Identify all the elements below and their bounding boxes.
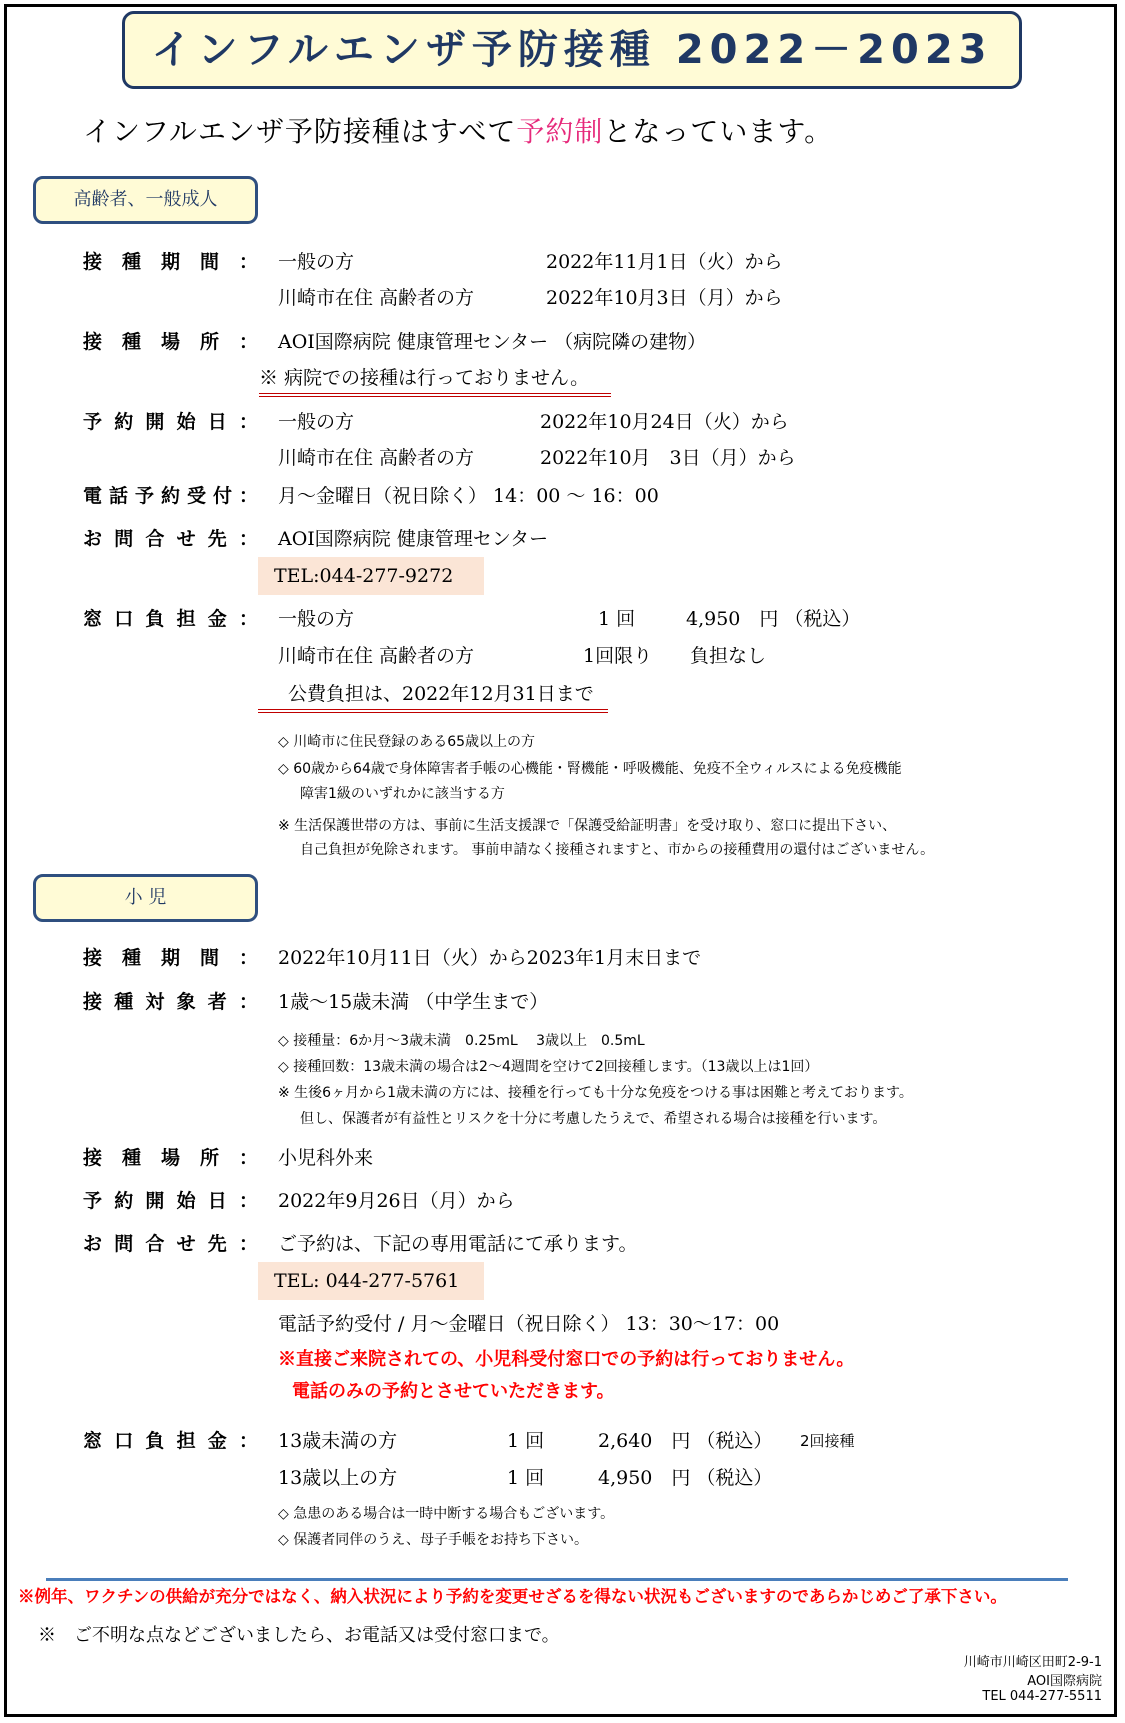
adult-period-senior-who: 川崎市在住 高齢者の方 xyxy=(278,287,475,309)
child-note-1: ◇ 接種量：6か月～3歳未満 0.25mL 3歳以上 0.5mL xyxy=(278,1033,645,1049)
child-fee-label: 窓口負担金： xyxy=(83,1430,258,1452)
child-place-label: 接種場所： xyxy=(83,1147,258,1169)
child-start-label: 予約開始日： xyxy=(83,1190,258,1212)
intro-text xyxy=(83,110,833,150)
child-note-2: ◇ 接種回数：13歳未満の場合は2～4週間を空けて2回接種します。（13歳以上は1回） xyxy=(278,1059,819,1075)
adult-period-senior-date: 2022年10月3日（月）から xyxy=(546,287,783,309)
supply-warning: ※例年、ワクチンの供給が充分ではなく、納入状況により予約を変更せざるを得ない状況もございますのであらかじめご了承下さい。 xyxy=(18,1587,1007,1606)
inquiry-note: ※ ご不明な点などございましたら、お電話又は受付窓口まで。 xyxy=(38,1625,560,1646)
adult-period-general-who: 一般の方 xyxy=(278,251,355,273)
child-note-3: ※ 生後6ヶ月から1歳未満の方には、接種を行っても十分な免疫をつける事は困難と考えております。 xyxy=(278,1085,913,1101)
child-contact: ご予約は、下記の専用電話にて承ります。 xyxy=(278,1233,638,1255)
intro-highlight: 予約制 xyxy=(516,115,604,148)
child-start: 2022年9月26日（月）から xyxy=(278,1190,515,1212)
child-fee1-amount: 2,640 円 （税込） xyxy=(598,1430,773,1452)
adult-place: AOI国際病院 健康管理センター （病院隣の建物） xyxy=(278,331,707,353)
child-target: 1歳～15歳未満 （中学生まで） xyxy=(278,991,549,1013)
address-line: 川崎市川崎区田町2-9-1 xyxy=(963,1655,1102,1670)
adult-fee2-amount: 負担なし xyxy=(690,645,767,667)
child-note2-1: ◇ 急患のある場合は一時中断する場合もございます。 xyxy=(278,1506,615,1522)
adult-fee2-times: 1回限り xyxy=(583,645,653,667)
adult-start-senior-who: 川崎市在住 高齢者の方 xyxy=(278,447,475,469)
adult-fee1-times: 1 回 xyxy=(598,608,636,630)
adult-start-senior-date: 2022年10月 3日（月）から xyxy=(540,447,796,469)
child-fee1-extra: 2回接種 xyxy=(800,1432,855,1450)
child-warning-1: ※直接ご来院されての、小児科受付窓口での予約は行っておりません。 xyxy=(278,1349,855,1370)
section-heading-child: 小 児 xyxy=(33,874,258,922)
adult-start-general-who: 一般の方 xyxy=(278,411,355,433)
adult-public-fund: 公費負担は、2022年12月31日まで xyxy=(258,682,608,713)
adult-period-general-date: 2022年11月1日（火）から xyxy=(546,251,783,273)
adult-place-note: ※ 病院での接種は行っておりません。 xyxy=(259,366,611,397)
intro-pre: インフルエンザ予防接種はすべて xyxy=(83,115,517,148)
adult-note-2: ◇ 60歳から64歳で身体障害者手帳の心機能・腎機能・呼吸機能、免疫不全ウィルスによる免疫機能 xyxy=(278,761,902,777)
child-fee1-times: 1 回 xyxy=(507,1430,545,1452)
adult-fee1-amount: 4,950 円 （税込） xyxy=(686,608,861,630)
adult-start-general-date: 2022年10月24日（火）から xyxy=(540,411,789,433)
adult-note-3b: 自己負担が免除されます。 事前申請なく接種されますと、市からの接種費用の還付はございません。 xyxy=(300,842,935,858)
adult-contact-label: お問合せ先： xyxy=(83,528,258,550)
adult-tel: TEL:044-277-9272 xyxy=(258,557,484,595)
adult-phone-label: 電話予約受付： xyxy=(83,485,258,507)
page-title: インフルエンザ予防接種 2022－2023 xyxy=(122,11,1022,89)
child-fee1-who: 13歳未満の方 xyxy=(278,1430,398,1452)
adult-note-2b: 障害1級のいずれかに該当する方 xyxy=(300,786,505,802)
adult-fee-label: 窓口負担金： xyxy=(83,608,258,630)
adult-fee2-who: 川崎市在住 高齢者の方 xyxy=(278,645,475,667)
child-note2-2: ◇ 保護者同伴のうえ、母子手帳をお持ち下さい。 xyxy=(278,1532,589,1548)
child-fee2-times: 1 回 xyxy=(507,1467,545,1489)
child-fee2-amount: 4,950 円 （税込） xyxy=(598,1467,773,1489)
child-fee2-who: 13歳以上の方 xyxy=(278,1467,398,1489)
section-heading-adult: 高齢者、一般成人 xyxy=(33,176,258,224)
child-warning-2: 電話のみの予約とさせていただきます。 xyxy=(292,1381,615,1402)
adult-phone-hours: 月～金曜日（祝日除く） 14：00 ～ 16：00 xyxy=(278,485,659,507)
adult-period-label: 接種期間： xyxy=(83,251,258,273)
child-note-3b: 但し、保護者が有益性とリスクを十分に考慮したうえで、希望される場合は接種を行います。 xyxy=(300,1111,887,1127)
hospital-name: AOI国際病院 xyxy=(1027,1674,1102,1689)
adult-note-1: ◇ 川崎市に住民登録のある65歳以上の方 xyxy=(278,734,536,750)
child-contact-label: お問合せ先： xyxy=(83,1233,258,1255)
adult-place-label: 接種場所： xyxy=(83,331,258,353)
child-period-label: 接種期間： xyxy=(83,947,258,969)
adult-note-3: ※ 生活保護世帯の方は、事前に生活支援課で「保護受給証明書」を受け取り、窓口に提出下さい、 xyxy=(278,818,897,834)
hospital-tel: TEL 044-277-5511 xyxy=(982,1689,1102,1704)
child-target-label: 接種対象者： xyxy=(83,991,258,1013)
child-phone-hours: 電話予約受付 / 月～金曜日（祝日除く） 13：30～17：00 xyxy=(278,1313,780,1335)
child-period: 2022年10月11日（火）から2023年1月末日まで xyxy=(278,947,702,969)
child-tel: TEL: 044-277-5761 xyxy=(258,1262,484,1300)
divider-line xyxy=(46,1578,1068,1581)
intro-post: となっています。 xyxy=(603,115,834,148)
adult-fee1-who: 一般の方 xyxy=(278,608,355,630)
adult-contact: AOI国際病院 健康管理センター xyxy=(278,528,549,550)
child-place: 小児科外来 xyxy=(278,1147,374,1169)
adult-start-label: 予約開始日： xyxy=(83,411,258,433)
